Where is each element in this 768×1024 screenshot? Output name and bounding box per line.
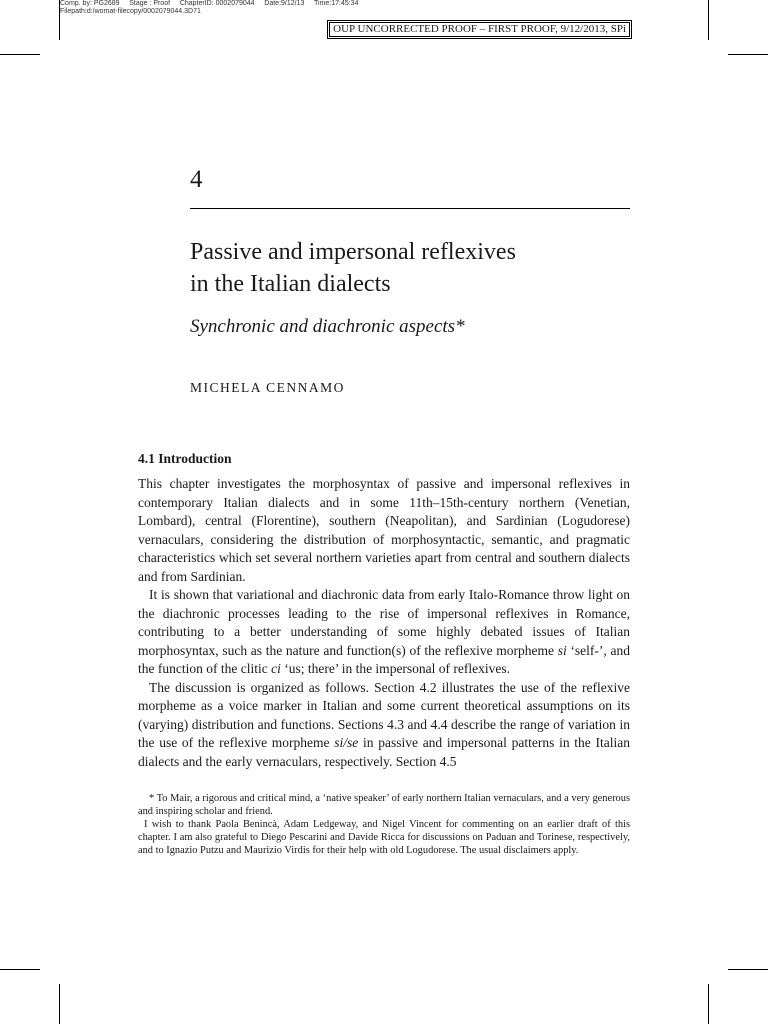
paragraph-2-part-a: It is shown that variational and diachronic data from early Italo-Romance throw light on the diachronic processes leading to the rise of impersonal reflexives in Romance, contributing to a better understanding of some highly debated issues of Italian morphosyntax, such as the nature and function(s) of the reflexive morpheme [138, 587, 630, 658]
chapter-title-line1: Passive and impersonal reflexives [190, 239, 516, 265]
crop-mark-top-left-h [0, 54, 40, 55]
crop-mark-bottom-left-h [0, 969, 40, 970]
paragraph-2-part-c: ‘us; there’ in the impersonal of reflexives. [280, 661, 511, 676]
crop-mark-top-right-h [728, 54, 768, 55]
chapter-number: 4 [190, 166, 203, 193]
chapter-subtitle: Synchronic and diachronic aspects* [190, 316, 465, 337]
crop-mark-top-right-v [708, 0, 709, 40]
chapter-title-line2: in the Italian dialects [190, 271, 391, 297]
term-si: si [557, 642, 567, 658]
paragraph-1: This chapter investigates the morphosyntax of passive and impersonal reflexives in contemporary Italian dialects and in some 11th–15th-century northern (Venetian, Lombard), central (Florentine), southern (Neapolitan), and Sardinian (Logudorese) vernaculars, considering the distribution of morphosyntactic, semantic, and pragmatic characteristics which set several northern varieties apart from central and southern dialects and from Sardinian. [138, 476, 630, 584]
paragraph-3-part-b: in passive and impersonal patterns in the Italian dialects and the early vernaculars, respectively. Section 4.5 [138, 735, 630, 769]
crop-mark-top-left-v [59, 0, 60, 40]
paragraph-2 [138, 586, 630, 679]
crop-mark-bottom-right-v [708, 984, 709, 1024]
footnote-dedication: * To Mair, a rigorous and critical mind, a ‘native speaker’ of early northern Italian vernaculars, and a very generous and inspiring scholar and friend. [138, 793, 630, 817]
footnote-acknowledgements: I wish to thank Paola Benincà, Adam Ledgeway, and Nigel Vincent for commenting on an earlier draft of this chapter. I am also grateful to Diego Pescarini and Davide Ricca for discussions on Paduan and Torinese, respectively, and to Ignazio Putzu and Maurizio Virdis for their help with old Logudorese. The usual disclaimers apply. [138, 819, 630, 856]
author-name: MICHELA CENNAMO [190, 380, 345, 395]
proof-banner: OUP UNCORRECTED PROOF – FIRST PROOF, 9/12/2013, SPi [329, 22, 630, 37]
proof-meta-line2: Filepath:d:/womat-filecopy/0002079044.3D71 [60, 8, 201, 15]
term-ci: ci [271, 661, 281, 676]
chapter-rule [190, 208, 630, 209]
proof-meta-line1: Comp. by: PG2689 Stage : Proof ChapterID: 0002079044 Date:9/12/13 Time:17:45:34 [60, 0, 359, 7]
paragraph-3-part-a: The discussion is organized as follows. Section 4.2 illustrates the use of the reflexive morpheme as a voice marker in Italian and some current theoretical assumptions on its (varying) distribution and functions. Sections 4.3 and 4.4 describe the range of variation in the use of the reflexive morpheme [138, 679, 630, 750]
proof-metadata [60, 0, 358, 16]
footnotes [138, 792, 630, 857]
body-text [138, 475, 630, 771]
paragraph-3 [138, 679, 630, 772]
paragraph-2-part-b: ‘self-’, and the function of the clitic [138, 642, 630, 676]
crop-mark-bottom-left-v [59, 984, 60, 1024]
chapter-title [190, 236, 516, 300]
crop-mark-bottom-right-h [728, 969, 768, 970]
section-heading: 4.1 Introduction [138, 451, 232, 466]
term-si-se: si/se [334, 735, 359, 750]
